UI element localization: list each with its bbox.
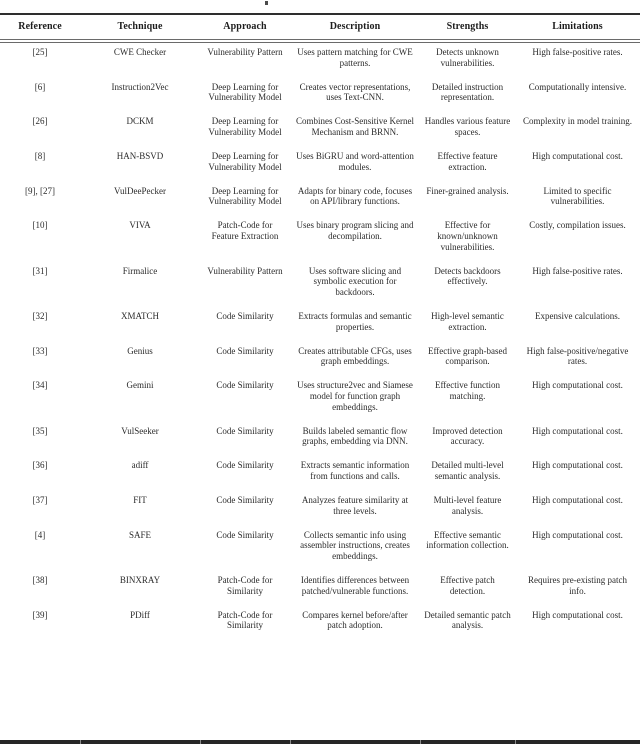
table-row <box>0 571 640 606</box>
table-row <box>0 376 640 421</box>
table-row <box>0 216 640 261</box>
cell-limitations: Computationally intensive. <box>528 81 627 92</box>
cell-technique: SAFE <box>128 529 151 540</box>
cell-reference: [4] <box>34 529 46 540</box>
cell-approach: Vulnerability Pattern <box>207 47 283 57</box>
cell-limitations: High computational cost. <box>532 529 623 540</box>
cell-strengths: Effective feature extraction. <box>437 151 498 172</box>
cell-strengths: Effective graph-based comparison. <box>427 345 508 367</box>
cell-description: Extracts semantic information from functions and calls. <box>300 460 410 481</box>
cell-description: Creates attributable CFGs, uses graph embeddings. <box>298 345 412 367</box>
table-header-row <box>0 14 640 41</box>
cell-limitations: High computational cost. <box>532 425 623 436</box>
cell-technique: adiff <box>131 460 149 471</box>
cell-approach: Code Similarity <box>216 311 274 321</box>
cell-description: Analyzes feature similarity at three levels. <box>301 495 409 516</box>
cell-approach: Vulnerability Pattern <box>207 265 283 276</box>
cell-description: Uses structure2vec and Siamese model for function graph embeddings. <box>297 380 413 412</box>
cell-approach: Deep Learning for Vulnerability Model <box>208 185 282 207</box>
cell-approach: Patch-Code for Feature Extraction <box>211 220 279 242</box>
cell-limitations: Limited to specific vulnerabilities. <box>543 185 612 207</box>
cell-reference: [26] <box>32 116 48 127</box>
table-row <box>0 342 640 377</box>
table-header <box>0 14 640 41</box>
cell-reference: [39] <box>32 609 48 620</box>
column-divider-tick <box>420 740 421 744</box>
cell-reference: [8] <box>34 151 46 162</box>
cell-technique: DCKM <box>126 116 154 127</box>
column-divider-tick <box>515 740 516 744</box>
cell-technique: PDiff <box>130 609 150 620</box>
cell-strengths: Effective function matching. <box>434 380 501 401</box>
column-divider-tick <box>200 740 201 744</box>
cell-technique: CWE Checker <box>113 47 167 57</box>
column-header-strengths: Strengths <box>420 14 515 41</box>
cell-technique: FIT <box>133 495 147 506</box>
table-row <box>0 606 640 641</box>
cell-approach: Patch-Code for Similarity <box>217 575 273 596</box>
vulnerability-detection-survey-table <box>0 13 640 640</box>
cell-approach: Patch-Code for Similarity <box>217 609 273 631</box>
cell-limitations: High computational cost. <box>532 495 623 506</box>
cell-description: Builds labeled semantic flow graphs, embedding via DNN. <box>302 425 408 447</box>
cell-reference: [33] <box>32 345 48 356</box>
table-bottom-rule <box>0 740 640 744</box>
cell-approach: Deep Learning for Vulnerability Model <box>208 116 282 137</box>
cell-technique: VulSeeker <box>121 425 159 436</box>
table-row <box>0 307 640 342</box>
cell-technique: VIVA <box>129 220 151 231</box>
table-row <box>0 147 640 182</box>
cell-reference: [31] <box>32 265 48 276</box>
cell-technique: BINXRAY <box>119 575 161 585</box>
cell-limitations: High computational cost. <box>532 151 623 162</box>
cell-limitations: Costly, compilation issues. <box>529 220 626 231</box>
table-row <box>0 456 640 491</box>
cell-description: Compares kernel before/after patch adoption. <box>302 609 408 631</box>
cell-strengths: Multi-level feature analysis. <box>433 495 502 516</box>
cell-description: Uses software slicing and symbolic execution for backdoors. <box>308 265 402 297</box>
column-divider-tick <box>80 740 81 744</box>
cell-technique: Firmalice <box>122 265 158 276</box>
cell-strengths: Effective for known/unknown vulnerabilities. <box>437 220 498 252</box>
cell-approach: Code Similarity <box>216 460 274 471</box>
cell-description: Uses BiGRU and word-attention modules. <box>296 151 414 172</box>
cell-reference: [34] <box>32 380 48 391</box>
cell-description: Identifies differences between patched/vulnerable functions. <box>300 575 410 596</box>
table-body <box>0 41 640 640</box>
cell-limitations: High computational cost. <box>532 380 623 391</box>
table-row <box>0 422 640 457</box>
column-header-technique: Technique <box>80 14 200 41</box>
cell-reference: [10] <box>32 220 48 231</box>
cell-limitations: Complexity in model training. <box>523 116 632 127</box>
cell-approach: Deep Learning for Vulnerability Model <box>208 151 282 172</box>
cell-reference: [6] <box>34 81 46 92</box>
cell-reference: [37] <box>32 495 48 506</box>
cell-technique: XMATCH <box>120 311 159 321</box>
cell-limitations: High computational cost. <box>532 460 623 471</box>
cell-strengths: Finer-grained analysis. <box>426 185 509 196</box>
cell-technique: Genius <box>127 345 153 356</box>
cropped-caption-text-artifact <box>265 1 268 5</box>
cell-strengths: Effective semantic information collection. <box>426 529 509 551</box>
column-header-reference: Reference <box>0 14 80 41</box>
cell-technique: Instruction2Vec <box>111 81 169 92</box>
cell-strengths: Handles various feature spaces. <box>424 116 511 137</box>
cell-technique: Gemini <box>126 380 154 391</box>
cell-strengths: Detailed semantic patch analysis. <box>424 609 511 631</box>
cell-approach: Code Similarity <box>216 529 274 540</box>
cell-reference: [38] <box>32 575 48 585</box>
cell-technique: HAN-BSVD <box>116 151 164 162</box>
cell-strengths: Effective patch detection. <box>440 575 495 596</box>
cell-description: Uses binary program slicing and decompilation. <box>296 220 414 242</box>
cell-approach: Code Similarity <box>216 380 274 391</box>
cell-description: Uses pattern matching for CWE patterns. <box>297 47 413 68</box>
table-row <box>0 526 640 571</box>
table-row <box>0 78 640 113</box>
cell-limitations: High false-positive/negative rates. <box>526 345 629 367</box>
cell-strengths: Detects backdoors effectively. <box>434 265 501 287</box>
cell-limitations: High false-positive rates. <box>532 47 623 57</box>
cell-reference: [36] <box>32 460 48 471</box>
column-header-description: Description <box>290 14 420 41</box>
cell-strengths: High-level semantic extraction. <box>431 311 504 332</box>
column-header-limitations: Limitations <box>515 14 640 41</box>
table-row <box>0 262 640 307</box>
cell-description: Creates vector representations, uses Text-CNN. <box>299 81 411 103</box>
cell-strengths: Detects unknown vulnerabilities. <box>436 47 499 68</box>
column-divider-tick <box>290 740 291 744</box>
cell-description: Extracts formulas and semantic properties. <box>298 311 412 332</box>
cell-reference: [35] <box>32 425 48 436</box>
cell-limitations: High false-positive rates. <box>532 265 623 276</box>
table-row <box>0 182 640 217</box>
cell-description: Collects semantic info using assembler instructions, creates embeddings. <box>300 529 410 561</box>
table-row <box>0 112 640 147</box>
cell-description: Combines Cost-Sensitive Kernel Mechanism and BRNN. <box>296 116 414 137</box>
table-row <box>0 41 640 78</box>
cell-limitations: Expensive calculations. <box>535 311 620 321</box>
cell-technique: VulDeePecker <box>114 185 166 196</box>
cell-reference: [9], [27] <box>25 185 55 196</box>
cell-reference: [32] <box>32 311 48 321</box>
cell-strengths: Detailed instruction representation. <box>431 81 504 103</box>
cell-approach: Code Similarity <box>216 345 274 356</box>
cell-approach: Code Similarity <box>216 425 274 436</box>
cell-approach: Deep Learning for Vulnerability Model <box>208 81 282 103</box>
cell-limitations: High computational cost. <box>532 609 623 620</box>
cell-strengths: Improved detection accuracy. <box>432 425 503 447</box>
cell-description: Adapts for binary code, focuses on API/library functions. <box>297 185 413 207</box>
column-header-approach: Approach <box>200 14 290 41</box>
cell-reference: [25] <box>32 47 48 57</box>
cell-limitations: Requires pre-existing patch info. <box>528 575 627 596</box>
cell-approach: Code Similarity <box>216 495 274 506</box>
table-row <box>0 491 640 526</box>
cell-strengths: Detailed multi-level semantic analysis. <box>431 460 504 481</box>
